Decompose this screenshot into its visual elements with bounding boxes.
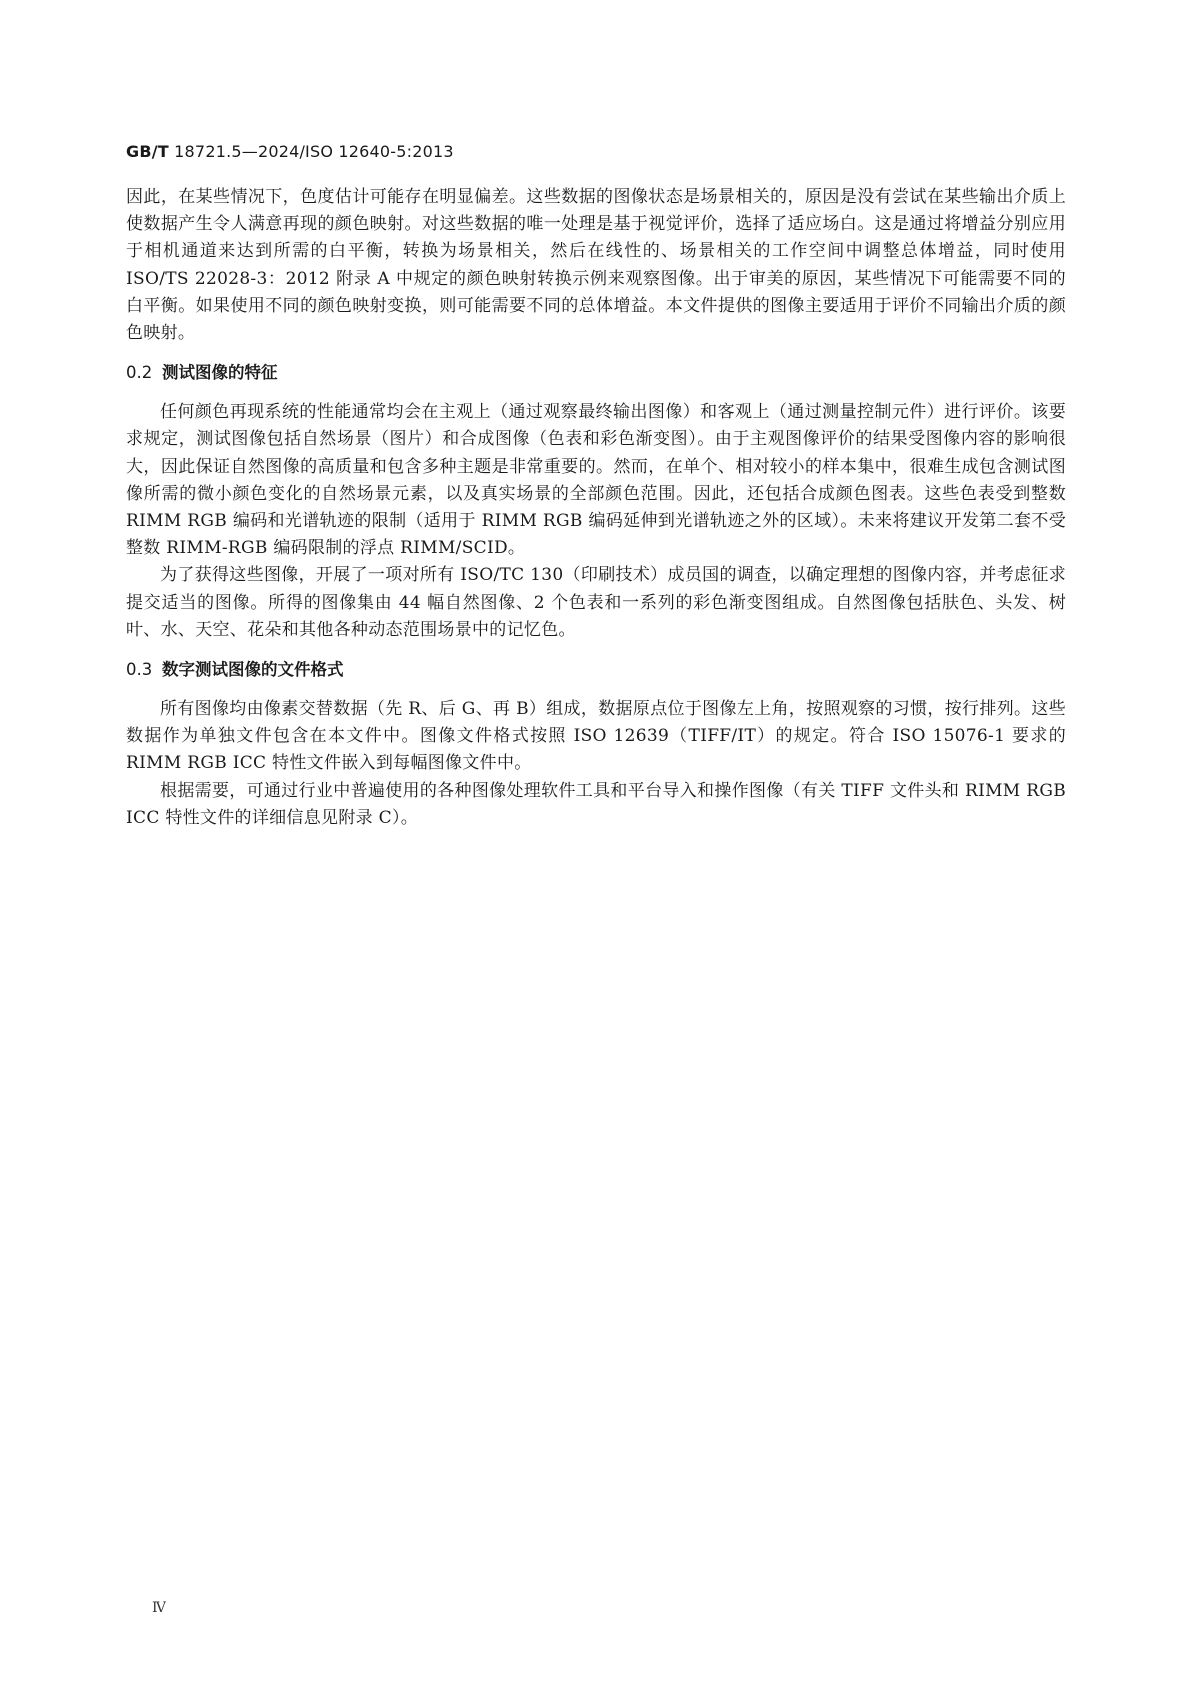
section-heading-0-3 [126,658,1066,682]
section-title: 测试图像的特征 [162,363,278,383]
document-standard-code [126,142,454,161]
section-0-3-paragraph-2: 根据需要，可通过行业中普遍使用的各种图像处理软件工具和平台导入和操作图像（有关 TIFF 文件头和 RIMM RGB ICC 特性文件的详细信息见附录 C）。 [126,780,1066,828]
standard-number: 18721.5—2024/ISO 12640-5:2013 [168,142,454,161]
document-body [126,184,1066,832]
intro-paragraph: 因此，在某些情况下，色度估计可能存在明显偏差。这些数据的图像状态是场景相关的，原因是没有尝试在某些输出介质上使数据产生令人满意再现的颜色映射。对这些数据的唯一处理是基于视觉评价，选择了适应场白。这是通过将增益分别应用于相机通道来达到所需的白平衡，转换为场景相关，然后在线性的、场景相关的工作空间中调整总体增益，同时使用 ISO/TS 22028-3：2012 附录 A 中规定的颜色映射转换示例来观察图像。出于审美的原因，某些情况下可能需要不同的白平衡。如果使用不同的颜色映射变换，则可能需要不同的总体增益。本文件提供的图像主要适用于评价不同输出介质的颜色映射。 [126,187,1066,344]
section-0-2-paragraph-2: 为了获得这些图像，开展了一项对所有 ISO/TC 130（印刷技术）成员国的调查，以确定理想的图像内容，并考虑征求提交适当的图像。所得的图像集由 44 幅自然图像、2 个色表和一系列的彩色渐变图组成。自然图像包括肤色、头发、树叶、水、天空、花朵和其他各种动态范围场景中的记忆色。 [126,565,1066,640]
section-title: 数字测试图像的文件格式 [162,660,344,680]
section-number: 0.2 [126,363,153,383]
section-0-2-paragraph-1: 任何颜色再现系统的性能通常均会在主观上（通过观察最终输出图像）和客观上（通过测量控制元件）进行评价。该要求规定，测试图像包括自然场景（图片）和合成图像（色表和彩色渐变图）。由于主观图像评价的结果受图像内容的影响很大，因此保证自然图像的高质量和包含多种主题是非常重要的。然而，在单个、相对较小的样本集中，很难生成包含测试图像所需的微小颜色变化的自然场景元素，以及真实场景的全部颜色范围。因此，还包括合成颜色图表。这些色表受到整数 RIMM RGB 编码和光谱轨迹的限制（适用于 RIMM RGB 编码延伸到光谱轨迹之外的区域）。未来将建议开发第二套不受整数 RIMM-RGB 编码限制的浮点 RIMM/SCID。 [126,402,1066,559]
section-0-3-paragraph-1: 所有图像均由像素交替数据（先 R、后 G、再 B）组成，数据原点位于图像左上角，按照观察的习惯，按行排列。这些数据作为单独文件包含在本文件中。图像文件格式按照 ISO 12639（TIFF/IT）的规定。符合 ISO 15076-1 要求的 RIMM RGB ICC 特性文件嵌入到每幅图像文件中。 [126,699,1066,774]
section-heading-0-2 [126,361,1066,385]
standard-prefix: GB/T [126,142,169,161]
section-number: 0.3 [126,660,153,680]
page-number: Ⅳ [152,1600,166,1616]
